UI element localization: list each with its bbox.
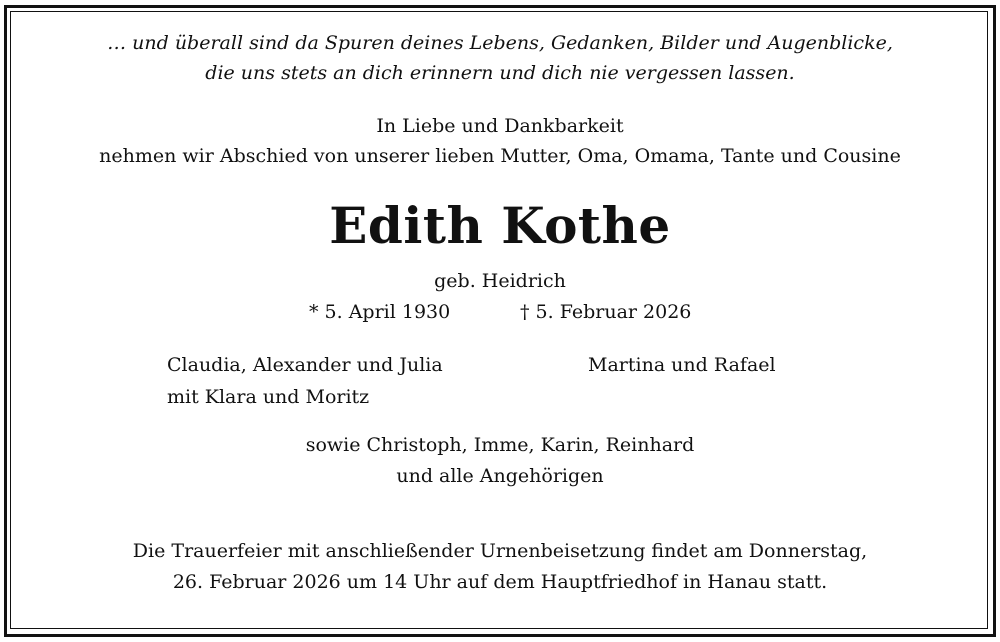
death-date: † 5. Februar 2026 [520,301,692,323]
birth-date: * 5. April 1930 [309,301,451,323]
inner-border [10,11,988,629]
mourners-right-line-1: Martina und Rafael [588,354,776,376]
birth-name: geb. Heidrich [434,270,566,292]
motto-line-2: die uns stets an dich erinnern und dich nie vergessen lassen. [205,62,795,84]
ceremony-line-2: 26. Februar 2026 um 14 Uhr auf dem Hauptfriedhof in Hanau statt. [172,571,828,593]
mourners-others-line-2: und alle Angehörigen [396,465,604,487]
intro-line-1: In Liebe und Dankbarkeit [376,115,624,137]
intro-line-2: nehmen wir Abschied von unserer lieben Mutter, Oma, Omama, Tante und Cousine [99,145,901,167]
mourners-left-line-1: Claudia, Alexander und Julia [167,354,443,376]
mourners-others-line-1: sowie Christoph, Imme, Karin, Reinhard [305,434,695,456]
ceremony-line-1: Die Trauerfeier mit anschließender Urnenbeisetzung findet am Donnerstag, [132,540,868,562]
deceased-name: Edith Kothe [329,196,671,255]
mourners-left-line-2: mit Klara und Moritz [167,386,370,408]
motto-line-1: … und überall sind da Spuren deines Lebens, Gedanken, Bilder und Augenblicke, [107,32,893,54]
